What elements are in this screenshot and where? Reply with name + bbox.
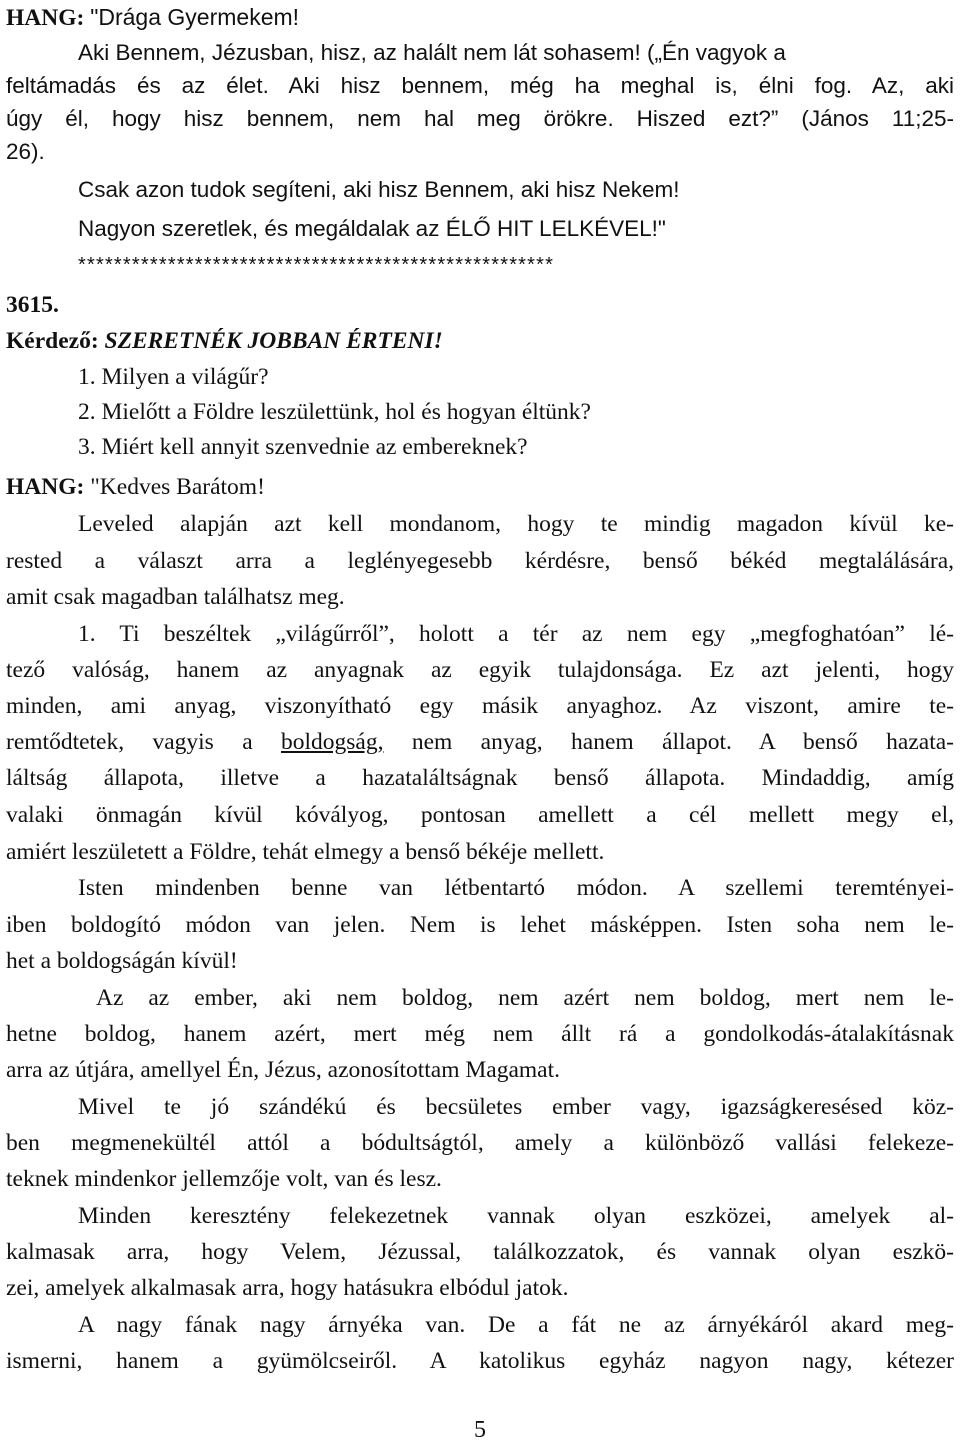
text-line: 26).	[6, 139, 45, 164]
text-line: kalmasak arra, hogy Velem, Jézussal, találkozzatok, és vannak olyan eszkö-	[6, 1239, 954, 1265]
text-line: zei, amelyek alkalmasak arra, hogy hatásukra elbódul jatok.	[6, 1275, 569, 1301]
text-line: teknek mindenkor jellemzője volt, van és lesz.	[6, 1166, 442, 1192]
text-line: arra az útjára, amellyel Én, Jézus, azonosítottam Magamat.	[6, 1057, 560, 1083]
text-line: Mivel te jó szándékú és becsületes ember vagy, igazságkeresésed köz-	[78, 1094, 954, 1120]
text-line: valaki önmagán kívül kóvályog, pontosan amellett a cél mellett megy el,	[6, 802, 954, 828]
question-item: 3. Miért kell annyit szenvednie az embereknek?	[78, 434, 528, 460]
text-line: Nagyon szeretlek, és megáldalak az ÉLŐ HIT LELKÉVEL!"	[78, 216, 666, 241]
text-line: ben megmenekültél attól a bódultságtól, amely a különböző vallási felekeze-	[6, 1130, 954, 1156]
answer-label: HANG:	[6, 474, 85, 500]
text-line: úgy él, hogy hisz bennem, nem hal meg örökre. Hiszed ezt?” (János 11;25-	[6, 106, 954, 131]
text-line-with-underline	[6, 727, 954, 757]
hang-heading-line	[6, 2, 954, 33]
text-fragment: remtődtetek, vagyis a	[6, 729, 281, 755]
text-line: tező valóság, hanem az anyagnak az egyik tulajdonsága. Ez azt jelenti, hogy	[6, 657, 954, 683]
text-line: het a boldogságán kívül!	[6, 948, 238, 974]
text-line: Aki Bennem, Jézusban, hisz, az halált nem lát sohasem! („Én vagyok a	[78, 40, 786, 65]
text-line: Az az ember, aki nem boldog, nem azért nem boldog, mert nem le-	[96, 985, 954, 1011]
question-item: 2. Mielőtt a Földre leszülettünk, hol és hogyan éltünk?	[78, 399, 591, 425]
asker-title: SZERETNÉK JOBBAN ÉRTENI!	[104, 328, 443, 354]
text-line: 1. Ti beszéltek „világűrről”, holott a tér az nem egy „megfoghatóan” lé-	[78, 621, 954, 647]
text-line: minden, ami anyag, viszonyítható egy másik anyaghoz. Az viszont, amire te-	[6, 693, 954, 719]
question-item: 1. Milyen a világűr?	[78, 364, 269, 390]
hang-greeting: "Drága Gyermekem!	[90, 4, 300, 30]
text-line: Csak azon tudok segíteni, aki hisz Bennem, aki hisz Nekem!	[78, 177, 680, 202]
underlined-word: boldogság,	[281, 729, 384, 755]
asker-label: Kérdező:	[6, 328, 99, 354]
separator-stars: *****************************************************	[78, 254, 555, 276]
answer-heading-line	[6, 472, 954, 502]
text-line: ismerni, hanem a gyümölcseiről. A katolikus egyház nagyon nagy, kétezer	[6, 1348, 954, 1374]
text-line: Minden keresztény felekezetnek vannak olyan eszközei, amelyek al-	[78, 1203, 954, 1229]
text-line: amiért leszületett a Földre, tehát elmegy a benső békéje mellett.	[6, 839, 605, 865]
answer-greeting: "Kedves Barátom!	[90, 474, 265, 500]
text-line: iben boldogító módon van jelen. Nem is lehet másképpen. Isten soha nem le-	[6, 912, 954, 938]
entry-number: 3615.	[6, 292, 59, 318]
text-line: hetne boldog, hanem azért, mert még nem állt rá a gondolkodás-átalakításnak	[6, 1021, 954, 1047]
text-fragment: nem anyag, hanem állapot. A benső hazata-	[383, 729, 954, 755]
text-line: rested a választ arra a leglényegesebb kérdésre, benső békéd megtalálására,	[6, 548, 954, 574]
text-line: Leveled alapján azt kell mondanom, hogy te mindig magadon kívül ke-	[78, 511, 954, 537]
text-line: amit csak magadban találhatsz meg.	[6, 584, 345, 610]
text-line: A nagy fának nagy árnyéka van. De a fát ne az árnyékáról akard meg-	[78, 1312, 954, 1338]
hang-label: HANG:	[6, 5, 85, 31]
text-line: Isten mindenben benne van létbentartó módon. A szellemi teremtényei-	[78, 875, 954, 901]
page-number: 5	[474, 1417, 486, 1443]
text-line: feltámadás és az élet. Aki hisz bennem, még ha meghal is, élni fog. Az, aki	[6, 73, 954, 98]
asker-line	[6, 326, 954, 356]
text-line: láltság állapota, illetve a hazataláltságnak benső állapota. Mindaddig, amíg	[6, 765, 954, 791]
